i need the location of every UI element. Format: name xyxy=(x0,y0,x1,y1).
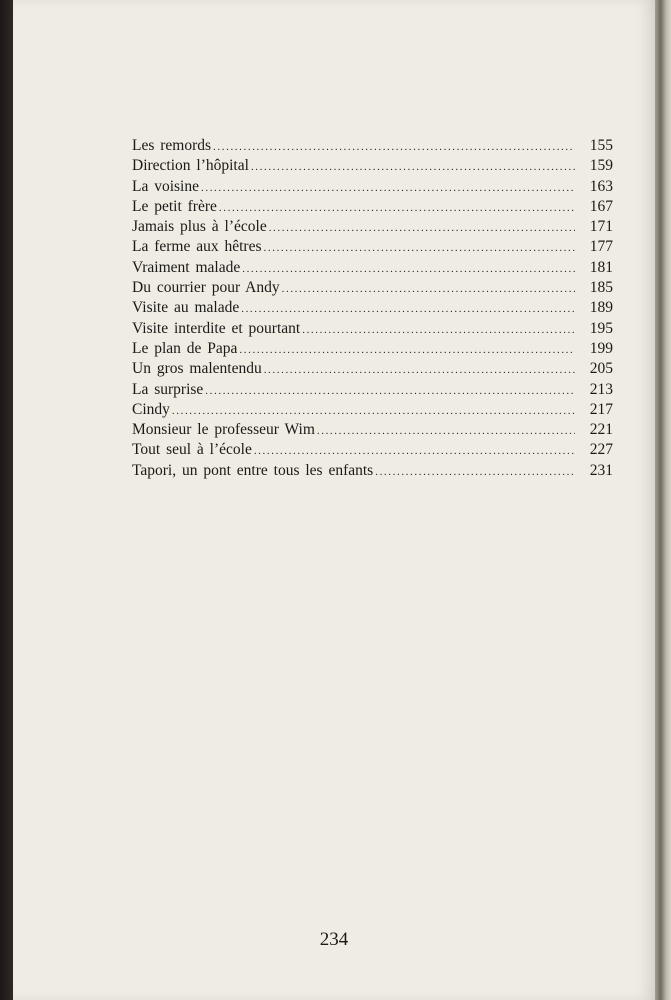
book-binding-shadow xyxy=(0,0,13,1000)
toc-entry-title: Vraiment malade xyxy=(132,258,241,276)
toc-entry-page: 167 xyxy=(589,197,613,215)
toc-entry xyxy=(132,400,613,420)
dot-leader xyxy=(172,401,575,421)
toc-entry-page: 205 xyxy=(589,360,613,378)
dot-leader xyxy=(241,299,575,319)
toc-entry-title: Tout seul à l’école xyxy=(132,441,252,459)
toc-entry-page: 217 xyxy=(589,400,613,418)
toc-entry xyxy=(132,420,613,440)
dot-leader xyxy=(201,178,575,198)
toc-entry xyxy=(132,298,613,318)
dot-leader xyxy=(269,218,575,238)
dot-leader xyxy=(282,279,575,299)
table-of-contents xyxy=(132,136,613,481)
toc-entry-title: Visite interdite et pourtant xyxy=(132,319,301,337)
dot-leader xyxy=(239,340,575,360)
toc-entry-page: 177 xyxy=(589,238,613,256)
toc-entry-page: 189 xyxy=(589,299,613,317)
toc-entry-title: Du courrier pour Andy xyxy=(132,279,280,297)
toc-entry xyxy=(132,136,613,156)
toc-entry xyxy=(132,177,613,197)
page-edge-stack xyxy=(655,0,671,1000)
dot-leader xyxy=(254,441,575,461)
page-number: 234 xyxy=(319,929,349,950)
dot-leader xyxy=(264,238,575,258)
toc-entry-page: 171 xyxy=(589,218,613,236)
toc-entry-title: Monsieur le professeur Wim xyxy=(132,421,315,439)
toc-entry-title: Un gros malentendu xyxy=(132,360,262,378)
dot-leader xyxy=(219,198,575,218)
toc-entry-title: Le plan de Papa xyxy=(132,339,238,357)
toc-entry-page: 159 xyxy=(589,157,613,175)
toc-entry xyxy=(132,217,613,237)
toc-entry xyxy=(132,278,613,298)
toc-entry xyxy=(132,359,613,379)
dot-leader xyxy=(213,137,575,157)
toc-entry-page: 231 xyxy=(589,461,613,479)
toc-entry-page: 227 xyxy=(589,441,613,459)
toc-entry-page: 195 xyxy=(589,319,613,337)
toc-entry xyxy=(132,440,613,460)
toc-entry xyxy=(132,237,613,257)
toc-entry-title: Jamais plus à l’école xyxy=(132,218,267,236)
toc-entry-title: La surprise xyxy=(132,380,204,398)
toc-entry-page: 181 xyxy=(589,258,613,276)
toc-entry-title: Cindy xyxy=(132,400,170,418)
toc-entry-page: 213 xyxy=(589,380,613,398)
toc-entry-title: Direction l’hôpital xyxy=(132,157,249,175)
toc-entry-title: Tapori, un pont entre tous les enfants xyxy=(132,461,374,479)
toc-entry-page: 221 xyxy=(589,421,613,439)
dot-leader xyxy=(302,320,575,340)
toc-entry-title: Le petit frère xyxy=(132,197,217,215)
toc-entry xyxy=(132,258,613,278)
toc-entry-page: 185 xyxy=(589,279,613,297)
dot-leader xyxy=(375,462,575,482)
toc-entry-page: 199 xyxy=(589,339,613,357)
page-sheet xyxy=(13,0,655,1000)
toc-entry-title: Visite au malade xyxy=(132,299,240,317)
toc-entry xyxy=(132,380,613,400)
dot-leader xyxy=(242,259,575,279)
toc-entry-title: Les remords xyxy=(132,137,212,154)
toc-entry xyxy=(132,319,613,339)
dot-leader xyxy=(251,157,575,177)
dot-leader xyxy=(205,381,575,401)
toc-entry xyxy=(132,197,613,217)
toc-entry xyxy=(132,461,613,481)
toc-entry-title: La voisine xyxy=(132,177,199,195)
dot-leader xyxy=(264,360,575,380)
dot-leader xyxy=(317,421,575,441)
toc-entry xyxy=(132,339,613,359)
toc-entry-page: 155 xyxy=(589,137,613,154)
toc-entry-page: 163 xyxy=(589,177,613,195)
toc-entry xyxy=(132,156,613,176)
toc-entry-title: La ferme aux hêtres xyxy=(132,238,262,256)
